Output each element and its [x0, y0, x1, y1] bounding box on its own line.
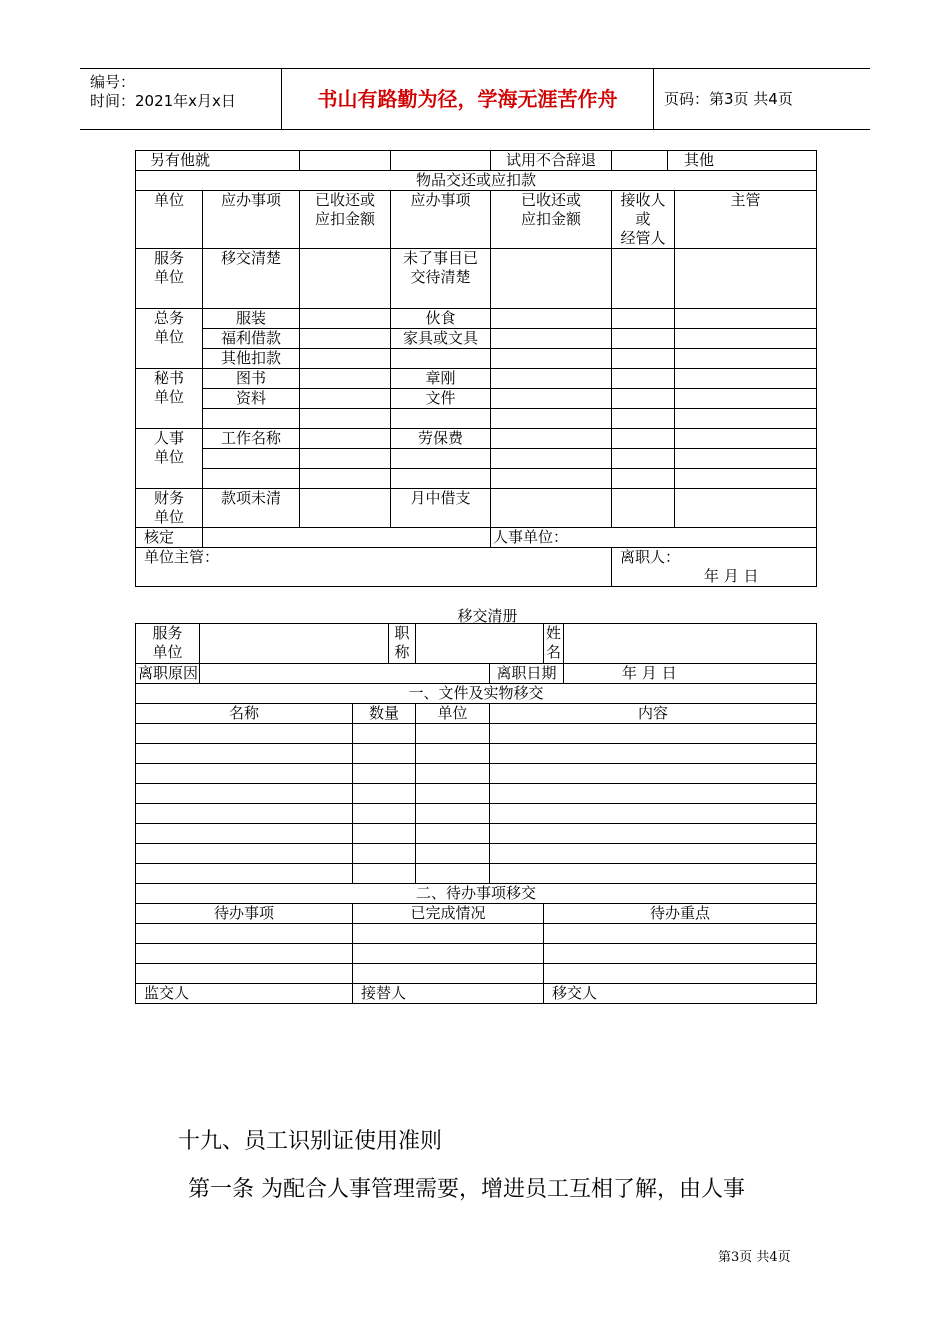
table-row — [136, 844, 817, 864]
blank-cell — [391, 151, 491, 171]
handover-reason-row — [136, 664, 817, 684]
secretary-item: 图书 — [203, 369, 300, 389]
col-receiver: 接收人或 经管人 — [612, 191, 675, 249]
blank-cell — [203, 528, 491, 548]
resigner-label: 离职人： — [620, 548, 681, 566]
unit-finance: 财务 单位 — [136, 489, 203, 528]
pending-header-row — [136, 904, 817, 924]
blank-cell — [300, 151, 391, 171]
col-focus: 待办重点 — [544, 904, 817, 924]
column-header-row — [136, 191, 817, 249]
table-row — [136, 744, 817, 764]
hr-unit-label: 人事单位： — [491, 528, 817, 548]
paragraph: 第一条 为配合人事管理需要，增进员工互相了解，由人事 — [188, 1177, 745, 1202]
unit-hr: 人事 单位 — [136, 429, 203, 489]
table-row — [136, 784, 817, 804]
time-label: 时间：2021年x月x日 — [90, 92, 236, 110]
table-row — [136, 924, 817, 944]
general-item: 服装 — [203, 309, 300, 329]
blank-cell — [491, 249, 612, 309]
secretary-item-2: 文件 — [391, 389, 491, 409]
service-item-1: 移交清楚 — [203, 249, 300, 309]
table-row — [136, 944, 817, 964]
finance-item-2: 月中借支 — [391, 489, 491, 528]
service-row — [136, 249, 817, 309]
table-row — [136, 724, 817, 744]
col-todo-2: 应办事项 — [391, 191, 491, 249]
general-item: 福利借款 — [203, 329, 300, 349]
header-motto: 书山有路勤为径，学海无涯苦作舟 — [282, 69, 654, 129]
section-title: 十九、员工识别证使用准则 — [178, 1129, 443, 1154]
probation-cell: 试用不合辞退 — [491, 151, 612, 171]
page-footer: 第3页 共4页 — [718, 1250, 791, 1265]
approve-label: 核定 — [136, 528, 203, 548]
signature-row — [136, 984, 817, 1004]
supervisor-label: 单位主管： — [136, 548, 612, 587]
resigner-cell — [612, 548, 817, 587]
handover-table — [135, 623, 817, 1004]
col-amount-2: 已收还或 应扣金额 — [491, 191, 612, 249]
hr-item-2: 劳保费 — [391, 429, 491, 449]
section-pending: 二、待办事项移交 — [136, 884, 817, 904]
transferor-sign-label: 移交人 — [544, 984, 817, 1004]
resignation-form-table — [135, 150, 817, 587]
blank-cell — [200, 624, 389, 664]
col-supervisor: 主管 — [675, 191, 817, 249]
blank-cell — [300, 249, 391, 309]
reason-row — [136, 151, 817, 171]
col-pending: 待办事项 — [136, 904, 353, 924]
handover-title: 移交清册 — [457, 607, 518, 625]
col-done: 已完成情况 — [353, 904, 544, 924]
table-row — [136, 764, 817, 784]
files-header-row — [136, 704, 817, 724]
finance-item: 款项未清 — [203, 489, 300, 528]
col-qty: 数量 — [353, 704, 416, 724]
table-row — [136, 804, 817, 824]
receiver-sign-label: 接替人 — [353, 984, 544, 1004]
page-header — [80, 68, 870, 130]
blank-cell — [675, 249, 817, 309]
leave-date-value: 年 月 日 — [564, 664, 817, 684]
hr-item: 工作名称 — [203, 429, 300, 449]
col-todo: 应办事项 — [203, 191, 300, 249]
unit-service: 服务 单位 — [136, 249, 203, 309]
other-cell: 其他 — [668, 151, 817, 171]
number-label: 编号： — [90, 73, 136, 91]
service-unit-label: 服务 单位 — [136, 624, 200, 664]
general-item-2: 伙食 — [391, 309, 491, 329]
col-name: 名称 — [136, 704, 353, 724]
position-label: 职 称 — [389, 624, 416, 664]
date-label: 年 月 日 — [704, 567, 759, 585]
col-content: 内容 — [490, 704, 817, 724]
name-label: 姓 名 — [544, 624, 564, 664]
supervisor-sign-label: 监交人 — [136, 984, 353, 1004]
general-item-2: 家具或文具 — [391, 329, 491, 349]
blank-cell — [200, 664, 490, 684]
table-row — [136, 864, 817, 884]
header-meta — [80, 69, 282, 129]
header-page: 页码：第3页 共4页 — [664, 90, 793, 108]
reason-label: 离职原因 — [136, 664, 200, 684]
table-row — [136, 964, 817, 984]
col-amount: 已收还或 应扣金额 — [300, 191, 391, 249]
blank-cell — [564, 624, 817, 664]
secretary-item: 资料 — [203, 389, 300, 409]
section-items-return: 物品交还或应扣款 — [136, 171, 817, 191]
col-unit: 单位 — [416, 704, 490, 724]
unit-secretary: 秘书 单位 — [136, 369, 203, 429]
other-job-cell: 另有他就 — [136, 151, 300, 171]
table-row — [136, 824, 817, 844]
blank-cell — [612, 151, 668, 171]
blank-cell — [612, 249, 675, 309]
col-unit: 单位 — [136, 191, 203, 249]
unit-general: 总务 单位 — [136, 309, 203, 369]
secretary-item-2: 章刚 — [391, 369, 491, 389]
service-item-2: 未了事目已 交待清楚 — [391, 249, 491, 309]
blank-cell — [416, 624, 544, 664]
section-files: 一、文件及实物移交 — [136, 684, 817, 704]
leave-date-label: 离职日期 — [490, 664, 564, 684]
general-item: 其他扣款 — [203, 349, 300, 369]
handover-info-row — [136, 624, 817, 664]
